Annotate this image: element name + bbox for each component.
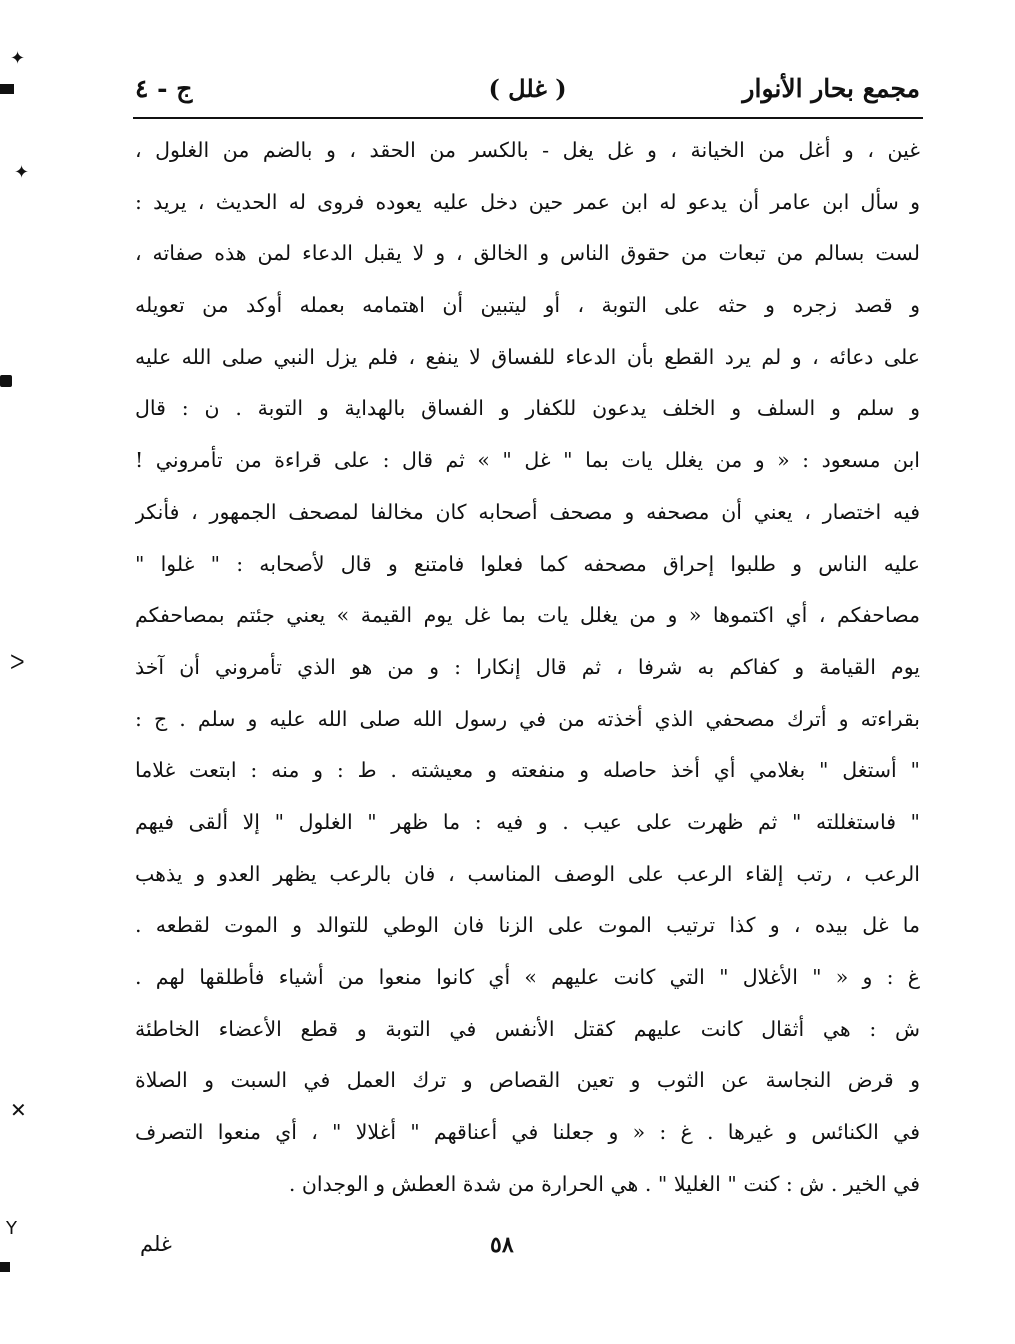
margin-mark-icon: ✕: [10, 1098, 27, 1122]
text-line: يوم القيامة و كفاكم به شرفا ، ثم قال إنكارا : و من هو الذي تأمروني أن آخذ: [135, 654, 920, 679]
text-line: مصاحفكم ، أي اكتموها « و من يغلل يات بما غل يوم القيمة » يعني جئتم بمصاحفكم: [135, 603, 920, 628]
margin-mark-icon: ✦: [10, 48, 26, 69]
margin-mark-icon: [0, 84, 14, 94]
text-line: غ : و « " الأغلال " التي كانت عليهم » أي كانوا منعوا من أشياء فأطلقها لهم .: [135, 965, 920, 989]
text-line: عليه الناس و طلبوا إحراق مصحفه كما فعلوا فامتنع و قال لأصحابه : " غلوا ": [135, 551, 920, 576]
margin-mark-icon: [0, 1262, 10, 1272]
margin-mark-icon: Y: [6, 1218, 17, 1239]
text-line: و سأل ابن عامر أن يدعو له ابن عمر حين دخل عليه يعوده فروى له الحديث ، يريد :: [135, 189, 920, 214]
text-line: " أستغل " بغلامي أي أخذ حاصله و منفعته و معيشته . ط : و منه : ابتعت غلاما: [135, 758, 920, 783]
text-line: على دعائه ، و لم يرد القطع بأن الدعاء للفساق لا ينفع ، فلم يزل النبي صلى الله عليه: [135, 344, 920, 369]
margin-mark-icon: ᐳ: [10, 650, 25, 674]
margin-mark-icon: ✦: [14, 162, 30, 183]
header-rule: [133, 117, 923, 119]
text-line: لست بسالم من تبعات من حقوق الناس و الخالق ، و لا يقبل الدعاء لمن هذه صفاته ،: [135, 241, 920, 266]
text-line: غين ، و أغل من الخيانة ، و غل يغل - بالكسر من الحقد ، و بالضم من الغلول ،: [135, 138, 920, 162]
text-line: ابن مسعود : « و من يغلل يات بما " غل " » ثم قال : على قراءة من تأمروني !: [135, 448, 920, 473]
text-line: الرعب ، رتب إلقاء الرعب على الوصف المناسب ، فان بالرعب يظهر العدو و يذهب: [135, 861, 920, 886]
text-line: ما غل بيده ، و كذا ترتيب الموت على الزنا فان الوطي للتوالد و الموت لقطعه .: [135, 913, 920, 938]
catchword: غلم: [140, 1232, 172, 1256]
margin-mark-icon: [0, 375, 12, 387]
text-line: في الكنائس و غيرها . غ : « و جعلنا في أعناقهم " أغلالا " ، أي منعوا التصرف: [135, 1120, 920, 1145]
header-volume: ج - ٤: [135, 73, 193, 103]
text-line: و قرض النجاسة عن الثوب و تعين القصاص و ترك العمل في السبت و الصلاة: [135, 1068, 920, 1093]
header-title: مجمع بحار الأنوار: [742, 73, 920, 103]
text-line: " فاستغللته " ثم ظهرت على عيب . و فيه : ما ظهر " الغلول " إلا ألقى فيهم: [135, 809, 920, 834]
text-line: و سلم و السلف و الخلف يدعون للكفار و الفساق بالهداية و التوبة . ن : قال: [135, 396, 920, 421]
text-line: في الخير . ش : كنت " الغليلا " . هي الحرارة من شدة العطش و الوجدان .: [288, 1171, 920, 1196]
running-header: [135, 66, 920, 110]
text-line: و قصد زجره و حثه على التوبة ، أو ليتبين أن اهتمامه بعمله أوكد من تعويله: [135, 293, 920, 318]
text-line: فيه اختصار ، يعني أن مصحفه و مصحف أصحابه كان مخالفا لمصحف الجمهور ، فأنكر: [135, 499, 920, 524]
text-line: بقراءته و أترك مصحفي الذي أخذته من في رسول الله صلى الله عليه و سلم . ج :: [135, 706, 920, 731]
page-number: ٥٨: [490, 1232, 514, 1258]
page-body: [135, 125, 920, 1210]
header-entry-root: ( غلل ): [488, 73, 567, 103]
text-line: ش : هي أثقال كانت عليهم كقتل الأنفس في التوبة و قطع الأعضاء الخاطئة: [135, 1016, 920, 1041]
